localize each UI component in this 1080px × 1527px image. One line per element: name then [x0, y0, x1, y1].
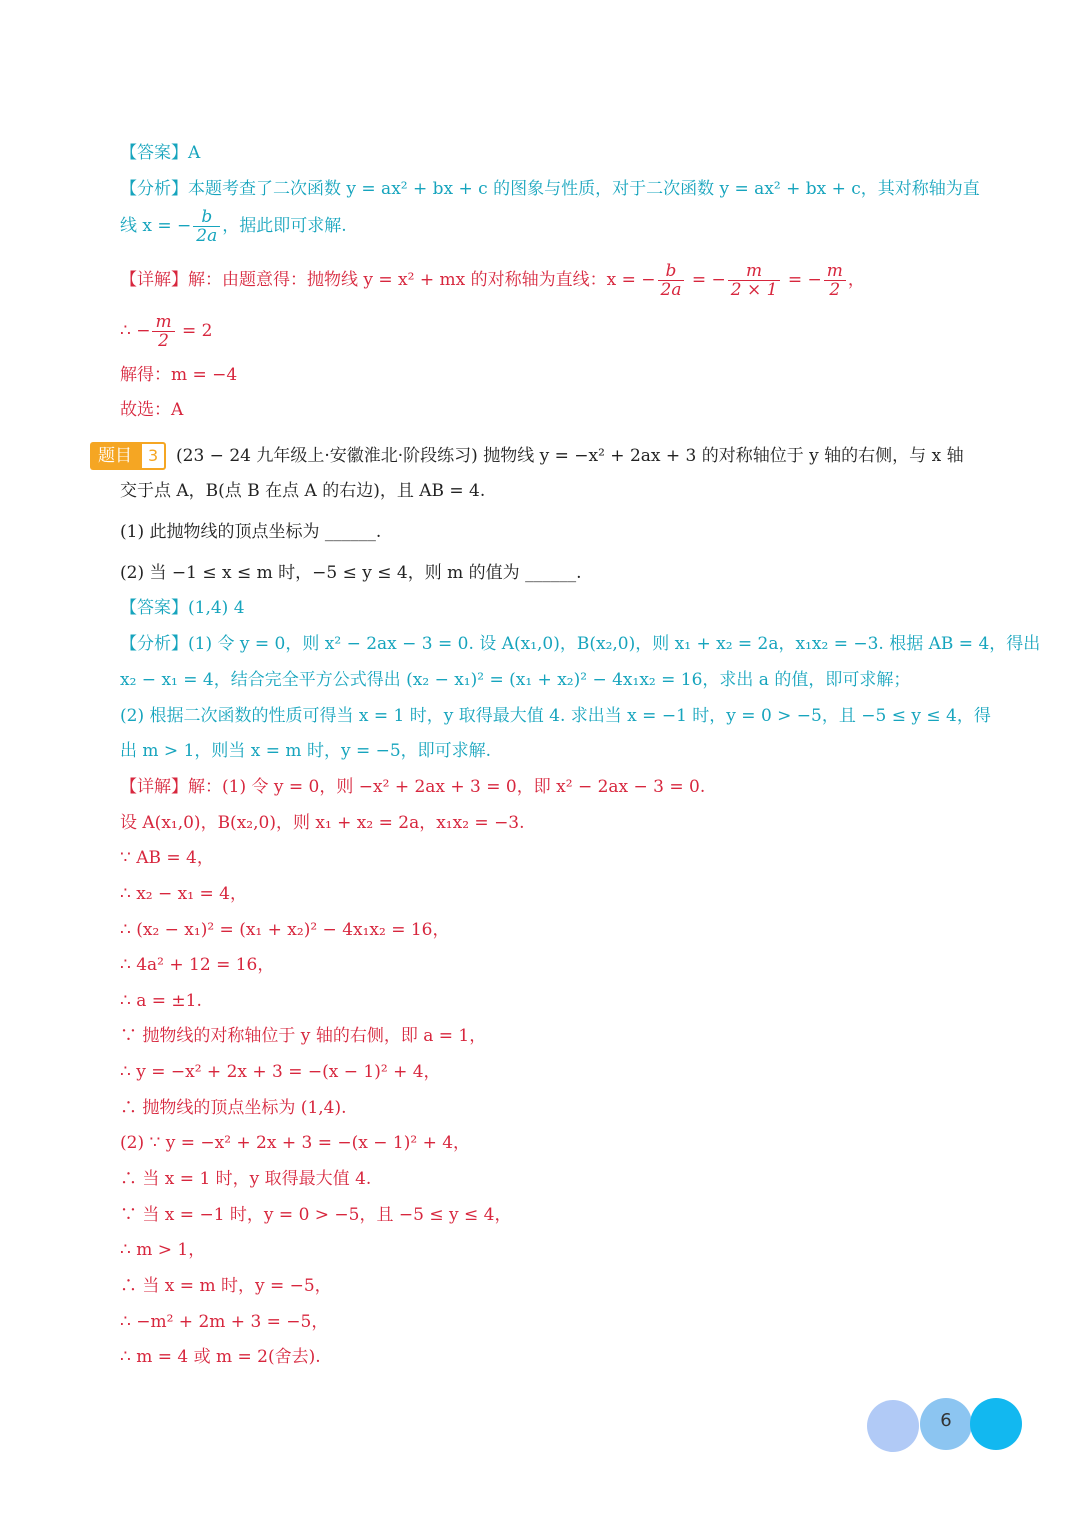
detail-text: 【详解】解：由题意得：抛物线 y = x² + mx 的对称轴为直线：x = −	[120, 270, 656, 290]
detail-line: ∴ m > 1，	[120, 1240, 206, 1260]
detail-line: 设 A(x₁,0)，B(x₂,0)，则 x₁ + x₂ = 2a，x₁x₂ = −3.	[120, 813, 525, 833]
detail-line: ∴ 抛物线的顶点坐标为 (1,4).	[120, 1098, 347, 1118]
question-2: (2) 当 −1 ≤ x ≤ m 时，−5 ≤ y ≤ 4，则 m 的值为 ______.	[120, 563, 582, 583]
fraction	[658, 262, 685, 299]
detail-line: ∵ 抛物线的对称轴位于 y 轴的右侧，即 a = 1，	[120, 1026, 487, 1046]
detail-line: ∴ −m² + 2m + 3 = −5，	[120, 1312, 329, 1332]
detail-text: = 2	[176, 321, 213, 341]
analysis-line: 出 m > 1，则当 x = m 时，y = −5，即可求解.	[120, 741, 492, 761]
fraction	[728, 262, 781, 299]
detail-line: ∴ (x₂ − x₁)² = (x₁ + x₂)² − 4x₁x₂ = 16，	[120, 920, 450, 940]
fraction-numerator: m	[824, 262, 846, 281]
fraction-denominator: 2	[829, 280, 841, 300]
problem-text: 交于点 A，B(点 B 在点 A 的右边)，且 AB = 4.	[120, 481, 486, 501]
question-1: (1) 此抛物线的顶点坐标为 ______.	[120, 522, 382, 542]
detail-text: = −	[782, 270, 822, 290]
problem-tag-label: 题目	[90, 442, 140, 470]
analysis-line	[120, 208, 347, 245]
detail-line: ∴ y = −x² + 2x + 3 = −(x − 1)² + 4，	[120, 1062, 441, 1082]
fraction-numerator: b	[658, 262, 685, 281]
fraction-numerator: m	[728, 262, 781, 281]
problem-tag	[90, 442, 166, 470]
badge-circle-right	[970, 1398, 1022, 1450]
detail-line: 【详解】解：(1) 令 y = 0，则 −x² + 2ax + 3 = 0，即 x² − 2ax − 3 = 0.	[120, 777, 706, 797]
problem-text: (23 − 24 九年级上·安徽淮北·阶段练习) 抛物线 y = −x² + 2ax + 3 的对称轴位于 y 轴的右侧，与 x 轴	[176, 446, 964, 466]
page-number: 6	[940, 1410, 952, 1431]
analysis-line: (2) 根据二次函数的性质可得当 x = 1 时，y 取得最大值 4. 求出当 x = −1 时，y = 0 > −5，且 −5 ≤ y ≤ 4，得	[120, 706, 991, 726]
detail-text: = −	[686, 270, 726, 290]
fraction-denominator: 2 × 1	[730, 280, 778, 300]
detail-line	[120, 313, 212, 350]
analysis-text: ，据此即可求解.	[222, 216, 347, 236]
detail-line: ∴ a = ±1.	[120, 991, 202, 1011]
fraction-denominator: 2	[158, 331, 169, 351]
fraction	[152, 313, 174, 350]
fraction	[824, 262, 846, 299]
problem-tag-number: 3	[140, 442, 166, 470]
detail-line: ∴ 当 x = 1 时，y 取得最大值 4.	[120, 1169, 372, 1189]
detail-line: ∵ 当 x = −1 时，y = 0 > −5，且 −5 ≤ y ≤ 4，	[120, 1205, 512, 1225]
fraction-denominator: 2a	[660, 280, 682, 300]
choose-line: 故选：A	[120, 400, 184, 420]
detail-line: ∴ 4a² + 12 = 16，	[120, 955, 275, 975]
detail-line: ∴ 当 x = m 时，y = −5，	[120, 1276, 332, 1296]
analysis-line: 【分析】本题考查了二次函数 y = ax² + bx + c 的图象与性质，对于二次函数 y = ax² + bx + c，其对称轴为直	[120, 179, 980, 199]
detail-text: ∴ −	[120, 321, 151, 341]
analysis-line: x₂ − x₁ = 4，结合完全平方公式得出 (x₂ − x₁)² = (x₁ + x₂)² − 4x₁x₂ = 16，求出 a 的值，即可求解；	[120, 670, 911, 690]
detail-text: ，	[847, 270, 865, 290]
fraction-numerator: m	[152, 313, 174, 332]
detail-line: ∴ m = 4 或 m = 2(舍去).	[120, 1347, 321, 1367]
fraction-numerator: b	[193, 208, 220, 227]
detail-line	[120, 262, 865, 299]
detail-line: ∵ AB = 4，	[120, 848, 214, 868]
fraction-denominator: 2a	[196, 226, 218, 246]
detail-line: ∴ x₂ − x₁ = 4，	[120, 884, 247, 904]
answer-line: 【答案】A	[120, 143, 201, 163]
detail-line: (2) ∵ y = −x² + 2x + 3 = −(x − 1)² + 4，	[120, 1133, 471, 1153]
solve-line: 解得：m = −4	[120, 365, 238, 385]
badge-circle-left	[867, 1400, 919, 1452]
analysis-text: 线 x = −	[120, 216, 192, 236]
answer-line: 【答案】(1,4) 4	[120, 598, 245, 618]
fraction	[193, 208, 220, 245]
analysis-line: 【分析】(1) 令 y = 0，则 x² − 2ax − 3 = 0. 设 A(x₁,0)，B(x₂,0)，则 x₁ + x₂ = 2a，x₁x₂ = −3. 根据 AB = 4，得出	[120, 634, 1041, 654]
